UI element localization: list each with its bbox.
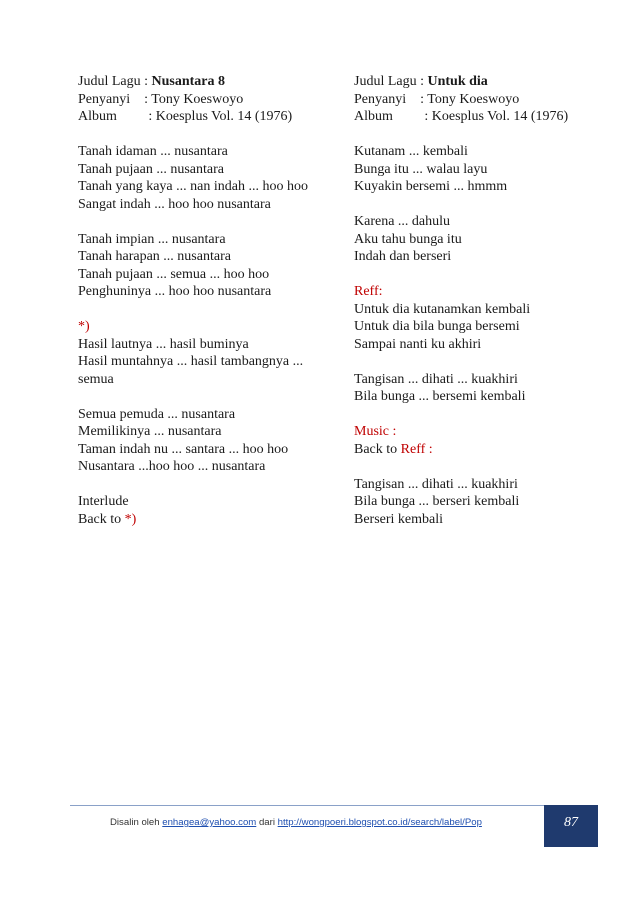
spacer xyxy=(354,266,604,284)
lyric-line: Hasil lautnya ... hasil buminya xyxy=(78,336,249,352)
footer-credit xyxy=(110,817,482,828)
page-number-box xyxy=(544,805,598,847)
footer-divider xyxy=(70,805,544,806)
footer-email-link[interactable]: enhagea@yahoo.com xyxy=(162,817,257,828)
lyric-line: Tanah yang kaya ... nan indah ... hoo hoo xyxy=(78,179,308,194)
spacer xyxy=(78,388,328,406)
lyric-line: Karena ... dahulu xyxy=(354,214,451,229)
lyric-line: Taman indah nu ... santara ... hoo hoo xyxy=(78,441,289,457)
lyric-line: Untuk dia bila bunga bersemi xyxy=(354,319,520,334)
lyric-line: Berseri kembali xyxy=(354,511,444,527)
spacer xyxy=(354,196,604,214)
spacer xyxy=(78,213,328,231)
lyric-line: Bila bunga ... bersemi kembali xyxy=(354,389,526,404)
spacer xyxy=(78,476,328,494)
spacer xyxy=(354,458,604,476)
footer-middle: dari xyxy=(256,817,278,828)
back-to-marker: *) xyxy=(124,511,137,527)
reff-label: Reff: xyxy=(354,284,383,299)
right-song-title: Untuk dia xyxy=(427,74,488,89)
footer-url-link[interactable]: http://wongpoeri.blogspot.co.id/search/label/Pop xyxy=(277,817,482,828)
lyric-line: Sampai nanti ku akhiri xyxy=(354,336,482,352)
right-singer-line: Penyanyi : Tony Koeswoyo xyxy=(354,91,520,107)
spacer xyxy=(78,301,328,319)
lyric-line: Kutanam ... kembali xyxy=(354,144,468,159)
lyric-line: Semua pemuda ... nusantara xyxy=(78,406,236,422)
lyric-line: Memilikinya ... nusantara xyxy=(78,424,222,439)
lyric-line: Aku tahu bunga itu xyxy=(354,231,462,247)
left-title-label: Judul Lagu : xyxy=(78,74,152,89)
section-marker: *) xyxy=(78,319,90,334)
lyric-line: Indah dan berseri xyxy=(354,249,452,264)
lyric-line: Tanah impian ... nusantara xyxy=(78,231,226,247)
spacer xyxy=(354,126,604,144)
lyric-line: Hasil muntahnya ... hasil tambangnya ... semua xyxy=(78,354,304,387)
footer-prefix: Disalin oleh xyxy=(110,817,163,828)
lyric-line: Bila bunga ... berseri kembali xyxy=(354,494,520,509)
back-to-line xyxy=(78,511,328,529)
lyric-line: Bunga itu ... walau layu xyxy=(354,161,488,177)
spacer xyxy=(354,353,604,371)
lyric-line: Tanah pujaan ... semua ... hoo hoo xyxy=(78,266,270,282)
lyric-line: Tanah idaman ... nusantara xyxy=(78,144,228,159)
lyric-line: Nusantara ...hoo hoo ... nusantara xyxy=(78,459,266,474)
spacer xyxy=(78,126,328,144)
lyric-line: Sangat indah ... hoo hoo nusantara xyxy=(78,196,271,212)
right-album-line: Album : Koesplus Vol. 14 (1976) xyxy=(354,109,569,124)
lyric-line: Tangisan ... dihati ... kuakhiri xyxy=(354,476,518,492)
left-song-column xyxy=(78,73,328,528)
left-album-line: Album : Koesplus Vol. 14 (1976) xyxy=(78,109,293,124)
right-song-column xyxy=(354,73,604,528)
lyric-line: Kuyakin bersemi ... hmmm xyxy=(354,179,508,194)
lyric-line: Penghuninya ... hoo hoo nusantara xyxy=(78,284,272,299)
lyric-line: Tanah harapan ... nusantara xyxy=(78,249,231,264)
lyric-line: Tanah pujaan ... nusantara xyxy=(78,161,224,177)
right-title-label: Judul Lagu : xyxy=(354,74,428,89)
left-title-line xyxy=(78,73,328,91)
back-to-reff: Reff : xyxy=(400,441,433,457)
back-to-prefix: Back to xyxy=(78,511,125,527)
lyric-line: Untuk dia kutanamkan kembali xyxy=(354,301,531,317)
left-singer-line: Penyanyi : Tony Koeswoyo xyxy=(78,91,244,107)
right-title-line xyxy=(354,73,604,91)
interlude-label: Interlude xyxy=(78,494,129,509)
back-to-line xyxy=(354,441,604,459)
left-song-title: Nusantara 8 xyxy=(151,74,226,89)
lyric-line: Tangisan ... dihati ... kuakhiri xyxy=(354,371,518,387)
back-to-prefix: Back to xyxy=(354,441,401,457)
music-label: Music : xyxy=(354,424,397,439)
spacer xyxy=(354,406,604,424)
page-number: 87 xyxy=(564,815,578,830)
